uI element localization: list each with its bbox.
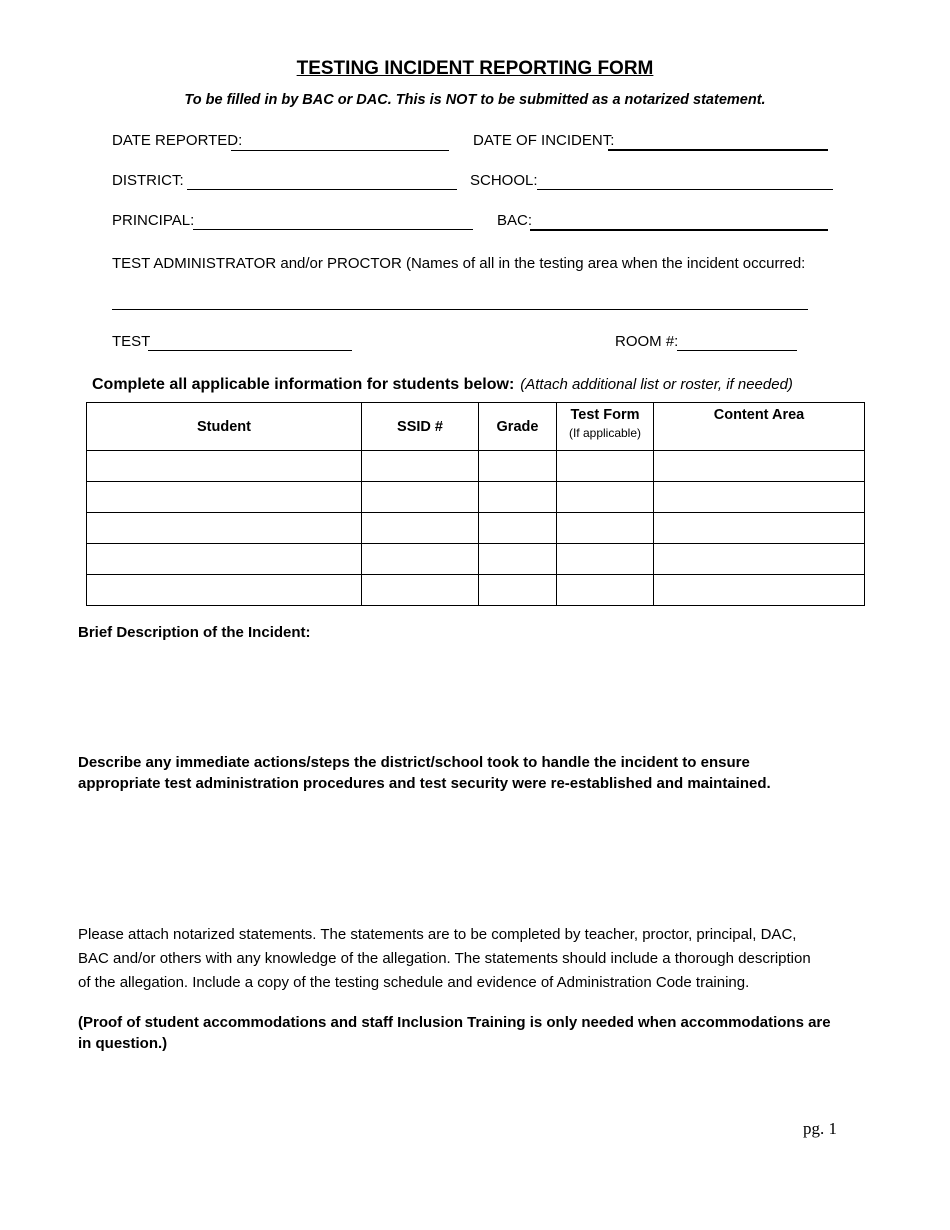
content-area-cell[interactable]	[654, 482, 865, 513]
students-table	[86, 402, 865, 606]
grade-cell[interactable]	[479, 451, 557, 482]
table-row	[87, 513, 865, 544]
content-area-cell[interactable]	[654, 544, 865, 575]
col-test-form	[557, 403, 654, 451]
school-field[interactable]	[537, 172, 833, 190]
bac-field[interactable]	[530, 212, 828, 231]
student-cell[interactable]	[87, 544, 362, 575]
description-area[interactable]	[78, 646, 868, 736]
col-test-form-sub: (If applicable)	[568, 426, 642, 440]
test-label: TEST	[112, 333, 151, 350]
description-heading: Brief Description of the Incident:	[78, 624, 311, 641]
ssid-cell[interactable]	[362, 482, 479, 513]
grade-cell[interactable]	[479, 513, 557, 544]
test-form-cell[interactable]	[557, 544, 654, 575]
ssid-cell[interactable]	[362, 513, 479, 544]
actions-line-1: Describe any immediate actions/steps the district/school took to handle the incident to ensure	[78, 754, 750, 771]
content-area-cell[interactable]	[654, 513, 865, 544]
proof-note	[78, 1012, 831, 1054]
actions-area[interactable]	[78, 800, 868, 910]
page-number: pg. 1	[803, 1119, 837, 1138]
date-reported-label: DATE REPORTED:	[112, 132, 243, 149]
student-cell[interactable]	[87, 575, 362, 606]
attach-note-line-3: of the allegation. Include a copy of the testing schedule and evidence of Administration Code training.	[78, 974, 750, 991]
room-label: ROOM #:	[615, 333, 679, 350]
student-cell[interactable]	[87, 451, 362, 482]
col-content-area: Content Area	[654, 403, 865, 451]
col-student: Student	[87, 403, 362, 451]
test-form-cell[interactable]	[557, 451, 654, 482]
proof-note-line-1: (Proof of student accommodations and staff Inclusion Training is only needed when accommodations are	[78, 1014, 831, 1031]
attach-note-line-2: BAC and/or others with any knowledge of the allegation. The statements should include a thorough description	[78, 950, 811, 967]
form-title: TESTING INCIDENT REPORTING FORM	[296, 58, 654, 79]
grade-cell[interactable]	[479, 482, 557, 513]
col-grade: Grade	[479, 403, 557, 451]
school-label: SCHOOL:	[470, 172, 538, 189]
students-heading-note: (Attach additional list or roster, if needed)	[520, 376, 793, 393]
students-heading-text: Complete all applicable information for students below:	[92, 376, 515, 393]
content-area-cell[interactable]	[654, 575, 865, 606]
test-form-cell[interactable]	[557, 575, 654, 606]
proof-note-line-2: in question.)	[78, 1035, 168, 1052]
test-administrator-label: TEST ADMINISTRATOR and/or PROCTOR (Names of all in the testing area when the incident occurred:	[112, 255, 806, 272]
form-subtitle: To be filled in by BAC or DAC. This is NOT to be submitted as a notarized statement.	[184, 92, 766, 108]
actions-line-2: appropriate test administration procedures and test security were re-established and maintained.	[78, 775, 771, 792]
attach-note-line-1: Please attach notarized statements. The statements are to be completed by teacher, proctor, principal, DAC,	[78, 926, 797, 943]
test-form-cell[interactable]	[557, 513, 654, 544]
table-row	[87, 482, 865, 513]
table-row	[87, 451, 865, 482]
grade-cell[interactable]	[479, 544, 557, 575]
date-of-incident-field[interactable]	[608, 132, 828, 151]
test-field[interactable]	[148, 334, 352, 351]
district-field[interactable]	[187, 172, 457, 190]
district-label: DISTRICT:	[112, 172, 184, 189]
col-ssid: SSID #	[362, 403, 479, 451]
principal-label: PRINCIPAL:	[112, 212, 195, 229]
student-cell[interactable]	[87, 513, 362, 544]
table-header-row	[87, 403, 865, 451]
actions-heading	[78, 752, 771, 794]
students-section-heading	[92, 376, 793, 394]
content-area-cell[interactable]	[654, 451, 865, 482]
grade-cell[interactable]	[479, 575, 557, 606]
date-reported-field[interactable]	[231, 133, 449, 151]
student-cell[interactable]	[87, 482, 362, 513]
table-row	[87, 575, 865, 606]
ssid-cell[interactable]	[362, 544, 479, 575]
table-row	[87, 544, 865, 575]
ssid-cell[interactable]	[362, 451, 479, 482]
room-field[interactable]	[677, 334, 797, 351]
date-of-incident-label: DATE OF INCIDENT:	[473, 132, 615, 149]
ssid-cell[interactable]	[362, 575, 479, 606]
bac-label: BAC:	[497, 212, 533, 229]
test-administrator-field[interactable]	[112, 294, 808, 310]
principal-field[interactable]	[193, 212, 473, 230]
test-form-cell[interactable]	[557, 482, 654, 513]
col-test-form-label: Test Form	[570, 407, 640, 423]
attach-note	[78, 923, 811, 995]
